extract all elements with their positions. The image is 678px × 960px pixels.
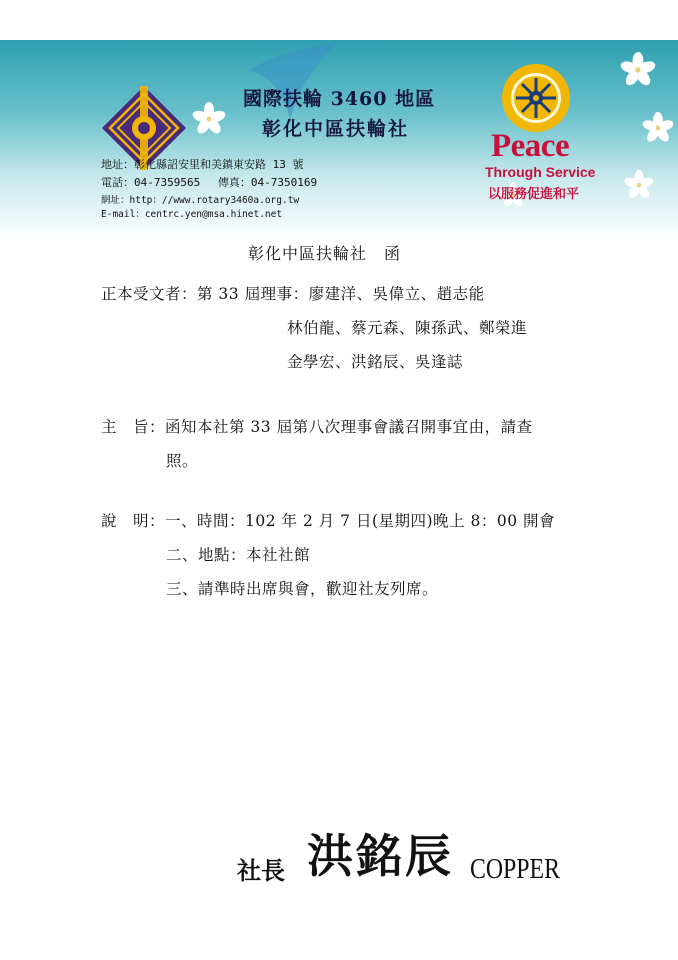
district-title: 國際扶輪 3460 地區 xyxy=(243,88,436,110)
document-title: 彰化中區扶輪社 函 xyxy=(248,244,402,263)
subject-line: 主 旨：函知本社第 33 屆第八次理事會議召開事宜由，請查 xyxy=(101,418,533,436)
explanation-line: 二、地點：本社社館 xyxy=(166,546,311,564)
address-text: 地址：彰化縣詔安里和美鎮東安路 13 號 xyxy=(101,158,304,171)
signature-role: 社長 xyxy=(237,856,285,885)
peace-logo-text: Peace xyxy=(491,128,570,164)
explanation-line: 三、請準時出席與會，歡迎社友列席。 xyxy=(166,580,439,598)
recipients-line: 金學宏、洪銘辰、吳逢誌 xyxy=(287,353,464,371)
recipients-line: 正本受文者：第 33 屆理事：廖建洋、吳偉立、趙志能 xyxy=(101,285,485,303)
slogan-text: 以服務促進和平 xyxy=(488,187,580,202)
signature-block xyxy=(237,820,576,886)
flower-icon xyxy=(620,52,656,88)
signature-english-name: COPPER xyxy=(470,854,560,885)
website-text: 網址：http：//www.rotary3460a.org.tw xyxy=(101,195,300,206)
flower-icon xyxy=(642,112,674,144)
club-title: 彰化中區扶輪社 xyxy=(262,118,410,140)
explanation-line: 說 明：一、時間：102 年 2 月 7 日(星期四)晚上 8：00 開會 xyxy=(101,512,555,530)
flower-icon xyxy=(624,170,654,200)
rotary-wheel-icon xyxy=(500,62,572,134)
phone-fax-text: 電話：04-7359565 傳真：04-7350169 xyxy=(101,176,318,189)
through-service-text: Through Service xyxy=(485,164,596,180)
letterhead xyxy=(0,40,678,240)
subject-line: 照。 xyxy=(166,452,199,470)
signature-name: 洪銘辰 xyxy=(307,829,454,883)
recipients-line: 林伯龍、蔡元森、陳孫武、鄭榮進 xyxy=(287,319,528,337)
flower-icon xyxy=(192,102,226,136)
email-text: E-mail：centrc.yen@msa.hinet.net xyxy=(101,209,283,220)
